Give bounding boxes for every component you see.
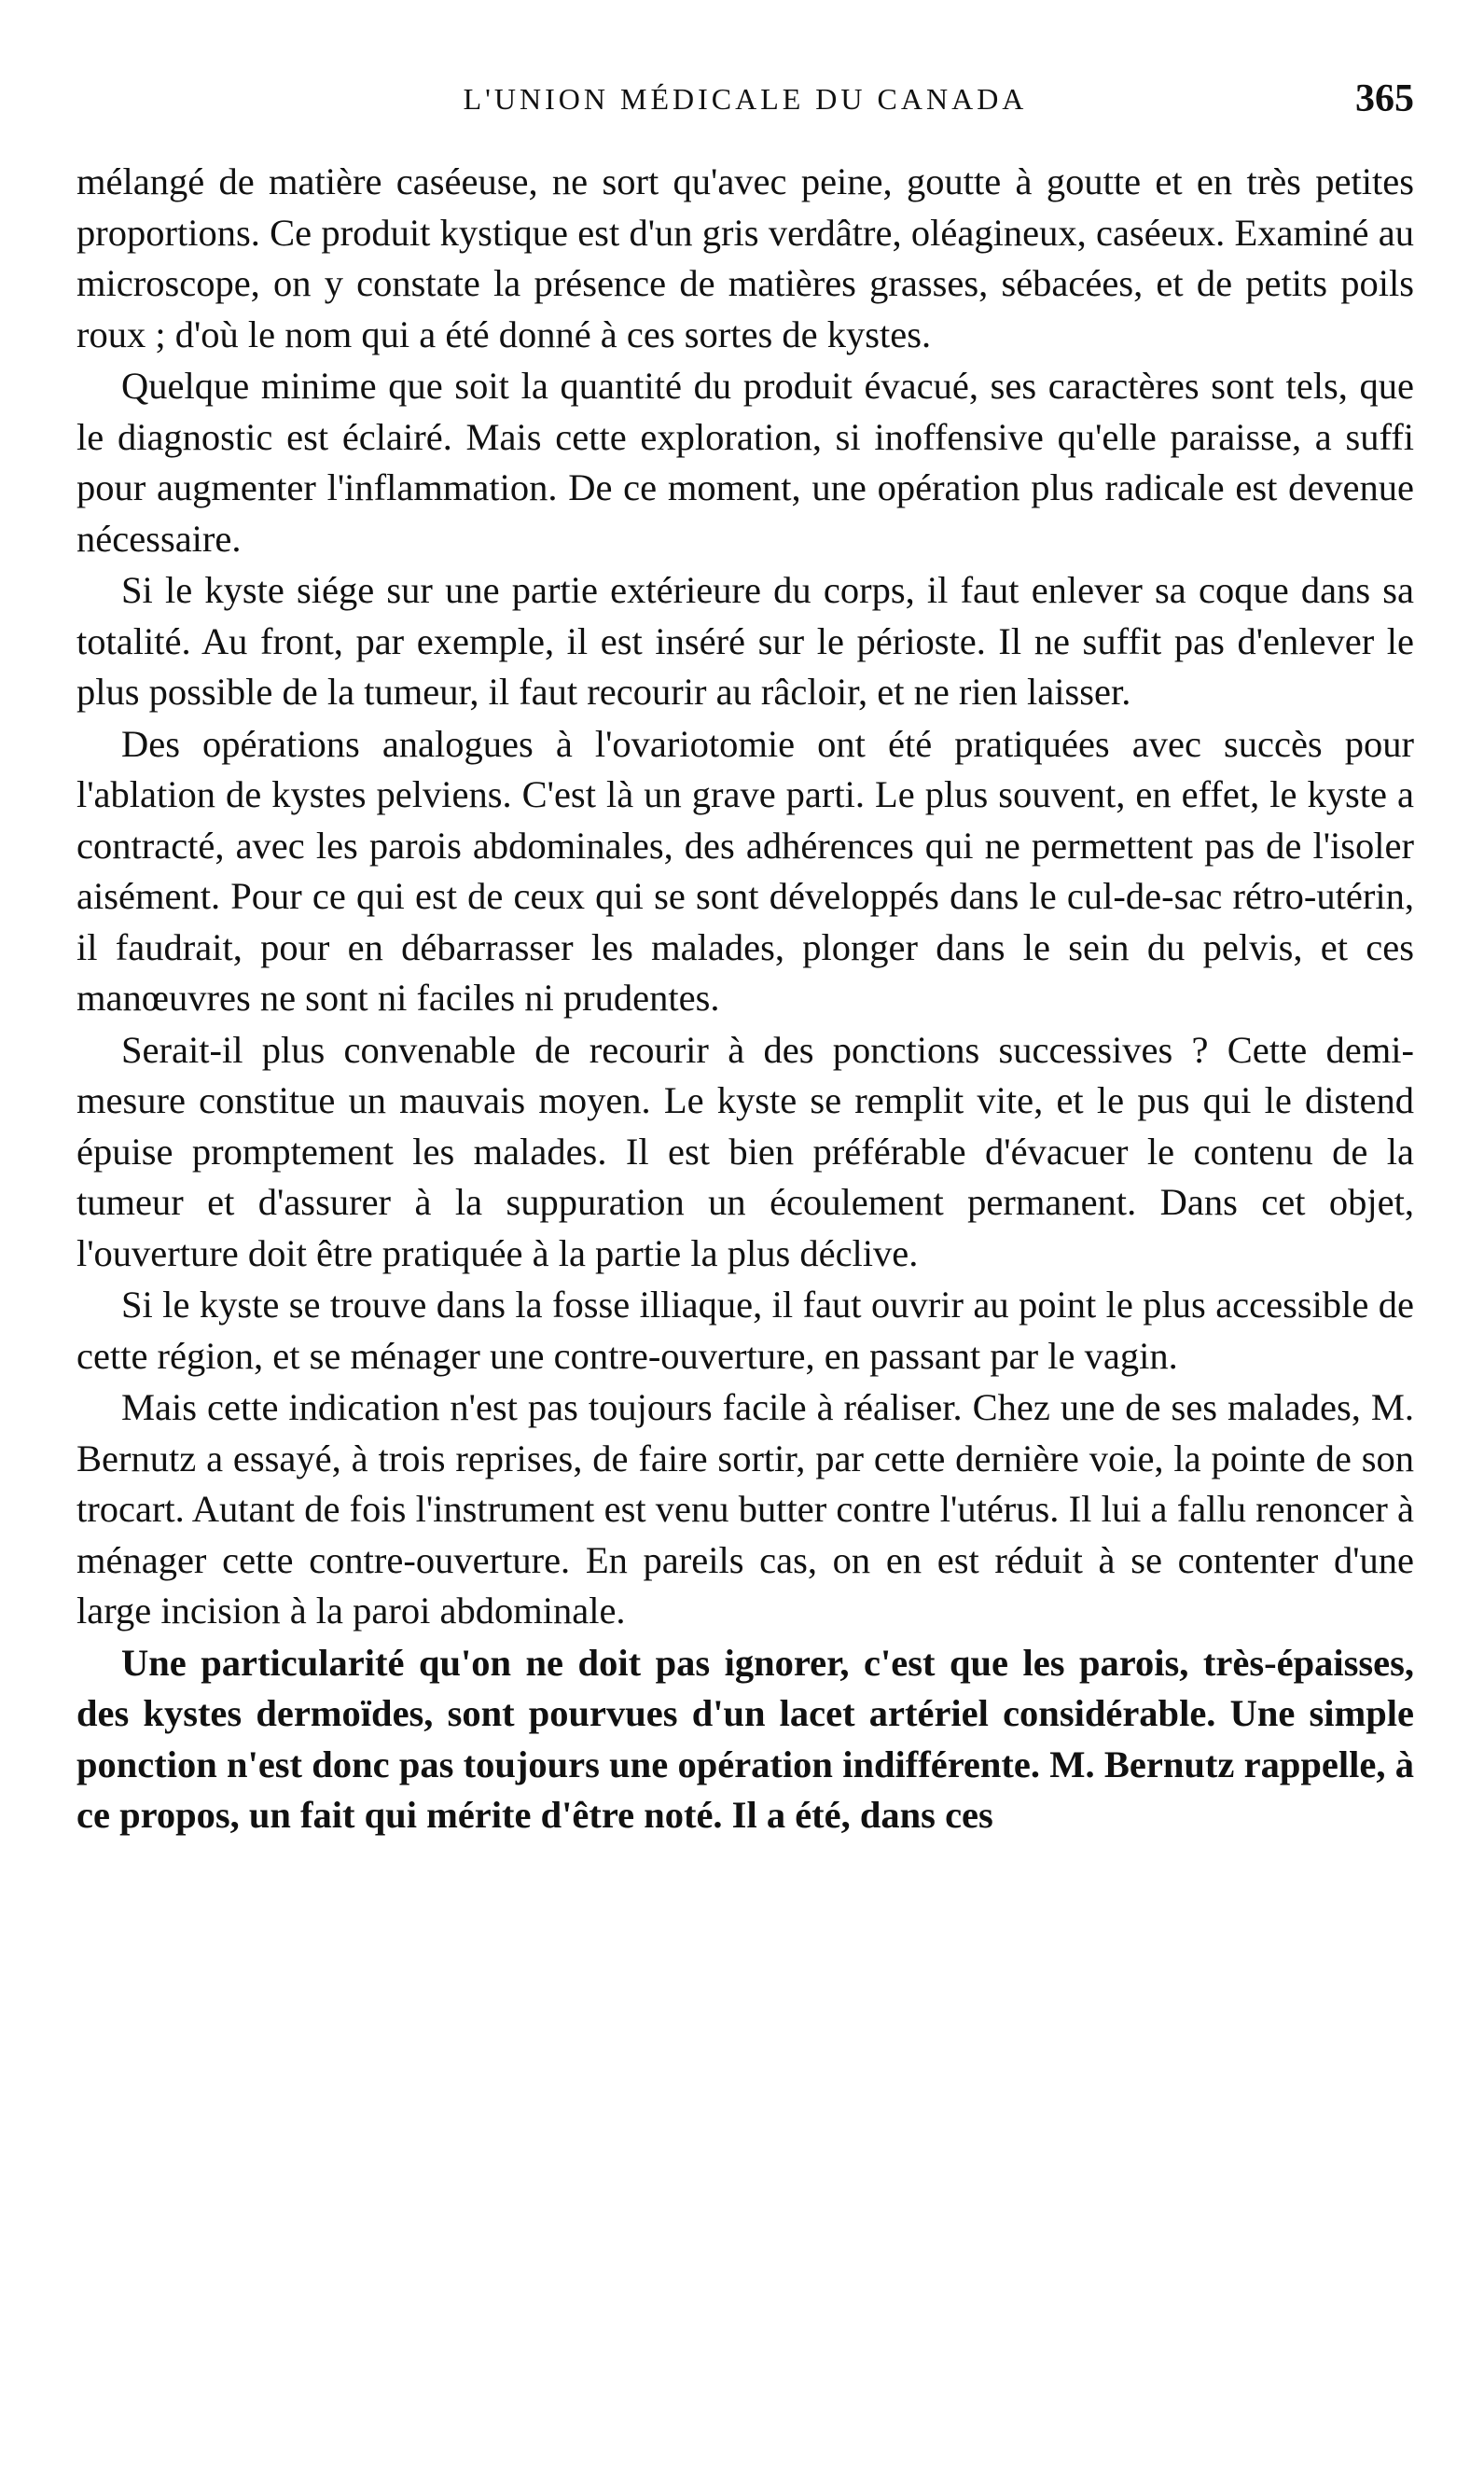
paragraph: Si le kyste se trouve dans la fosse illiaque, il faut ouvrir au point le plus accessible de cette région, et se ménager une contre-ouverture, en passant par le vagin. [76, 1284, 1414, 1377]
page-header [76, 63, 1414, 129]
running-title: L'UNION MÉDICALE DU CANADA [463, 82, 1028, 116]
paragraph: Quelque minime que soit la quantité du produit évacué, ses caractères sont tels, que le diagnostic est éclairé. Mais cette exploration, si inoffensive qu'elle paraisse, a suffi pour augmenter l'inflammation. De ce moment, une opération plus radicale est devenue nécessaire. [76, 365, 1414, 560]
body-text [76, 157, 1414, 1841]
paragraph: Des opérations analogues à l'ovariotomie ont été pratiquées avec succès pour l'ablation de kystes pelviens. C'est là un grave parti. Le plus souvent, en effet, le kyste a contracté, avec les parois abdominales, des adhérences qui ne permettent pas de l'isoler aisément. Pour ce qui est de ceux qui se sont développés dans le cul-de-sac rétro-utérin, il faudrait, pour en débarrasser les malades, plonger dans le sein du pelvis, et ces manœuvres ne sont ni faciles ni prudentes. [76, 722, 1414, 1019]
paragraph: Serait-il plus convenable de recourir à des ponctions successives ? Cette demi-mesure constitue un mauvais moyen. Le kyste se remplit vite, et le pus qui le distend épuise promptement les malades. Il est bien préférable d'évacuer le contenu de la tumeur et d'assurer à la suppuration un écoulement permanent. Dans cet objet, l'ouverture doit être pratiquée à la partie la plus déclive. [76, 1028, 1414, 1274]
paragraph: Mais cette indication n'est pas toujours facile à réaliser. Chez une de ses malades, M. Bernutz a essayé, à trois reprises, de faire sortir, par cette dernière voie, la pointe de son trocart. Autant de fois l'instrument est venu butter contre l'utérus. Il lui a fallu renoncer à ménager cette contre-ouverture. En pareils cas, on en est réduit à se contenter d'une large incision à la paroi abdominale. [76, 1386, 1414, 1632]
page-number: 365 [1355, 77, 1414, 120]
paragraph: Une particularité qu'on ne doit pas ignorer, c'est que les parois, très-épaisses, des kystes dermoïdes, sont pourvues d'un lacet artériel considérable. Une simple ponction n'est donc pas toujours une opération indifférente. M. Bernutz rappelle, à ce propos, un fait qui mérite d'être noté. Il a été, dans ces [76, 1641, 1414, 1836]
paragraph: Si le kyste siége sur une partie extérieure du corps, il faut enlever sa coque dans sa totalité. Au front, par exemple, il est inséré sur le périoste. Il ne suffit pas d'enlever le plus possible de la tumeur, il faut recourir au râcloir, et ne rien laisser. [76, 569, 1414, 713]
paragraph: mélangé de matière caséeuse, ne sort qu'avec peine, goutte à goutte et en très petites proportions. Ce produit kystique est d'un gris verdâtre, oléagineux, caséeux. Examiné au microscope, on y constate la présence de matières grasses, sébacées, et de petits poils roux ; d'où le nom qui a été donné à ces sortes de kystes. [76, 160, 1414, 355]
